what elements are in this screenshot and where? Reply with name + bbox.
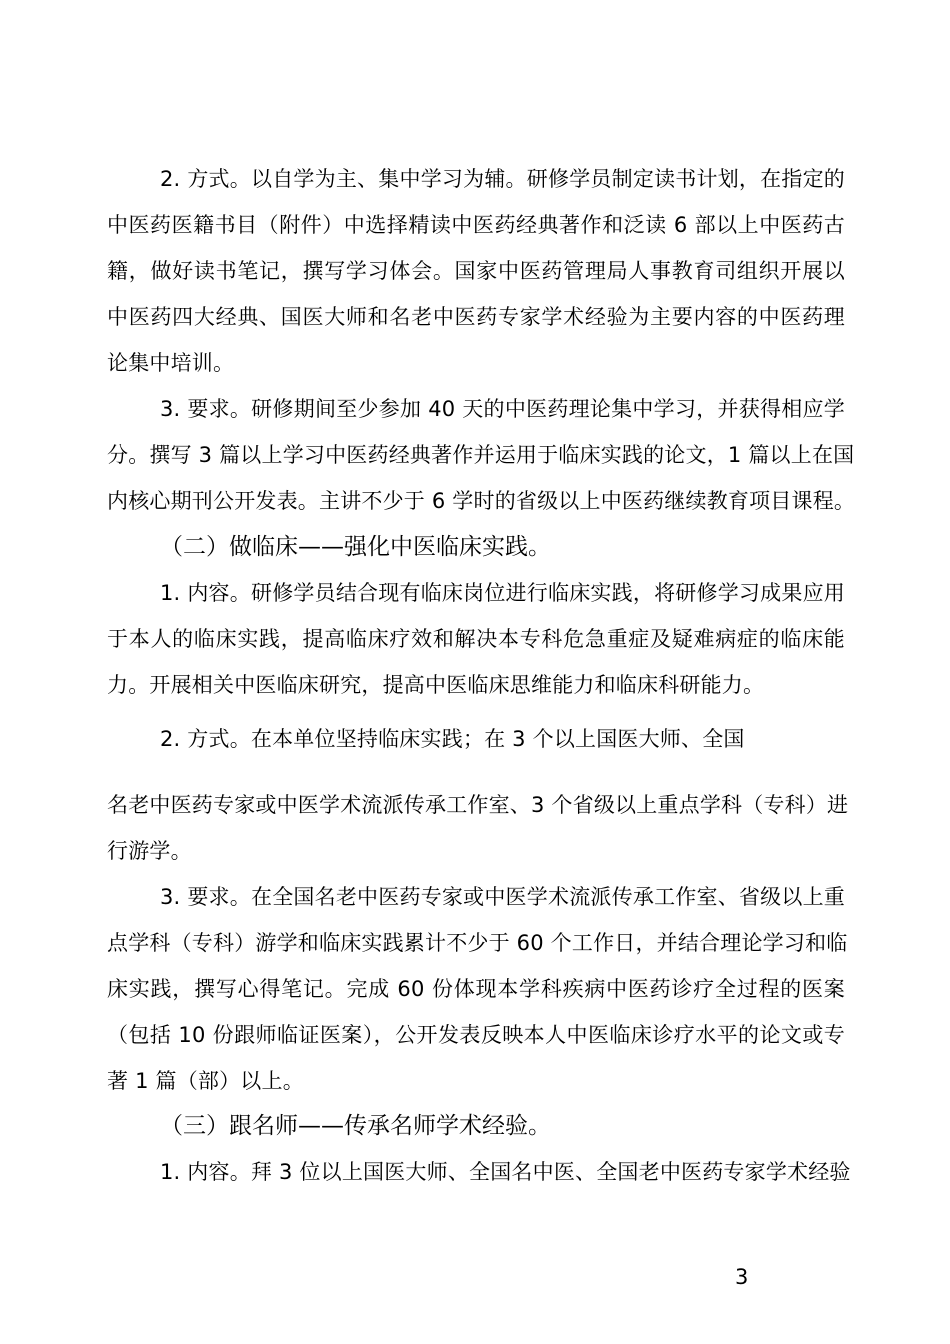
paragraph-line: 内核心期刊公开发表。主讲不少于 6 学时的省级以上中医药继续教育项目课程。 <box>107 489 856 513</box>
paragraph-line: 名老中医药专家或中医学术流派传承工作室、3 个省级以上重点学科（专科）进 <box>107 793 849 817</box>
paragraph-line: 2. 方式。以自学为主、集中学习为辅。研修学员制定读书计划，在指定的 <box>160 167 845 191</box>
paragraph-line: 著 1 篇（部）以上。 <box>107 1069 304 1093</box>
paragraph-line: 3. 要求。研修期间至少参加 40 天的中医药理论集中学习，并获得相应学 <box>160 397 845 421</box>
paragraph-line: 分。撰写 3 篇以上学习中医药经典著作并运用于临床实践的论文，1 篇以上在国 <box>107 443 855 467</box>
paragraph-line: 中医药医籍书目（附件）中选择精读中医药经典著作和泛读 6 部以上中医药古 <box>107 213 845 237</box>
paragraph-line: 行游学。 <box>107 839 192 863</box>
paragraph-line: 3. 要求。在全国名老中医药专家或中医学术流派传承工作室、省级以上重 <box>160 885 845 909</box>
section-heading: （二）做临床——强化中医临床实践。 <box>160 534 551 560</box>
page-number: 3 <box>735 1265 749 1289</box>
paragraph-line: （包括 10 份跟师临证医案），公开发表反映本人中医临床诊疗水平的论文或专 <box>107 1023 845 1047</box>
paragraph-line: 籍，做好读书笔记，撰写学习体会。国家中医药管理局人事教育司组织开展以 <box>107 259 845 283</box>
paragraph-line: 点学科（专科）游学和临床实践累计不少于 60 个工作日，并结合理论学习和临 <box>107 931 848 955</box>
paragraph-line: 论集中培训。 <box>107 351 235 375</box>
paragraph-line: 2. 方式。在本单位坚持临床实践；在 3 个以上国医大师、全国 <box>160 727 745 751</box>
paragraph-line: 力。开展相关中医临床研究，提高中医临床思维能力和临床科研能力。 <box>107 673 765 697</box>
paragraph-line: 1. 内容。拜 3 位以上国医大师、全国名中医、全国老中医药专家学术经验 <box>160 1160 851 1184</box>
paragraph-line: 于本人的临床实践，提高临床疗效和解决本专科危急重症及疑难病症的临床能 <box>107 627 845 651</box>
paragraph-line: 床实践，撰写心得笔记。完成 60 份体现本学科疾病中医药诊疗全过程的医案 <box>107 977 845 1001</box>
section-heading: （三）跟名师——传承名师学术经验。 <box>160 1113 551 1139</box>
paragraph-line: 中医药四大经典、国医大师和名老中医药专家学术经验为主要内容的中医药理 <box>107 305 845 329</box>
paragraph-line: 1. 内容。研修学员结合现有临床岗位进行临床实践，将研修学习成果应用 <box>160 581 845 605</box>
